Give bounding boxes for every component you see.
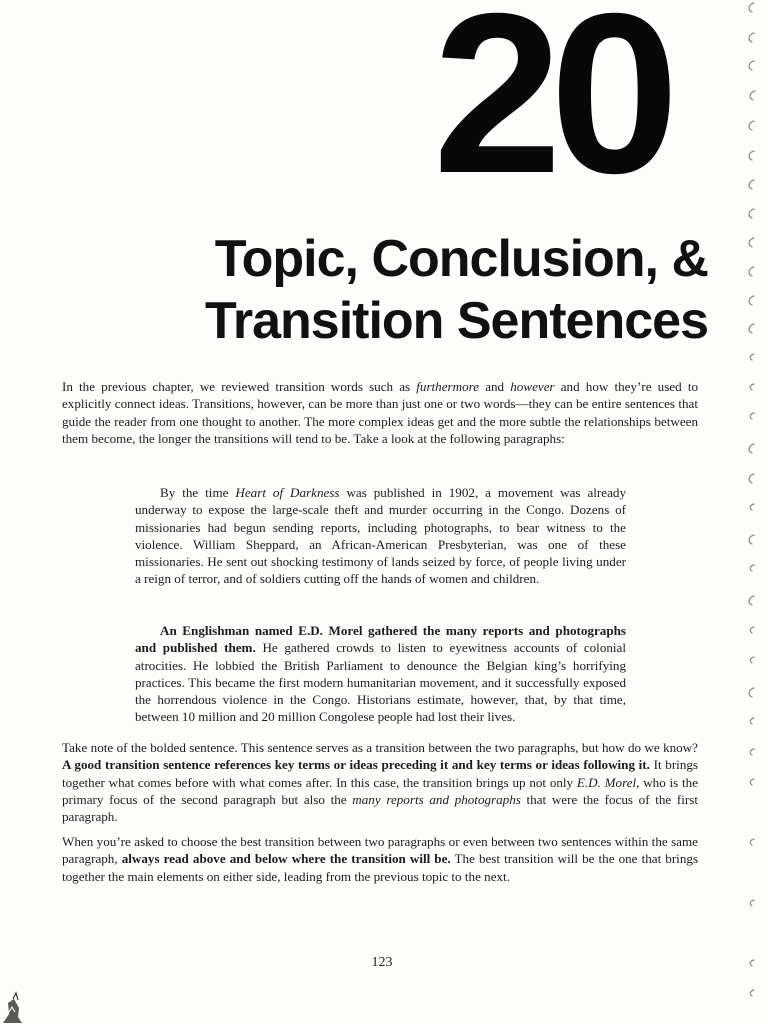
note-italic-morel: E.D. Morel	[576, 774, 637, 790]
intro-example-however: however	[510, 379, 555, 394]
note-text-1: Take note of the bolded sentence. This sentence serves as a transition between the two paragraphs, but how do we know?	[62, 740, 698, 755]
advice-text-1: When you’re asked to choose the best transition between two paragraphs or even between two sentences within the same paragraph,	[62, 834, 698, 867]
quote-1-text-1: By the time	[160, 485, 236, 500]
intro-text-1: In the previous chapter, we reviewed transition words such as	[62, 379, 417, 394]
chapter-title-line-1: Topic, Conclusion, &	[214, 230, 708, 288]
quote-1-text-2: was published in 1902, a movement was already underway to expose the large-scale theft and murder occurring in the Congo. Dozens of missionaries had begun sending reports, including photographs, to bear witness to the violence. William Sheppard, an African-American Presbyterian, was one of these missionaries. He sent out shocking testimony of lands seized by force, of people living under a reign of terror, and of soldiers cutting off the hands of women and children.	[135, 485, 626, 587]
note-bold-rule: A good transition sentence references key terms or ideas preceding it and key terms or ideas following it.	[62, 757, 650, 773]
intro-text-3: and how they’re used to explicitly connect ideas. Transitions, however, can be more than just one or two words—they can be entire sentences that guide the reader from one thought to another. The more complex ideas get and the more subtle the relationships between them become, the longer the transitions will tend to be. Take a look at the following paragraphs:	[62, 379, 699, 446]
intro-example-furthermore: furthermore	[416, 379, 480, 394]
bold-transition-sentence: An Englishman named E.D. Morel gathered the many reports and photographs and published them.	[135, 623, 626, 656]
page-number: 123	[371, 955, 393, 970]
note-text-4: that were the focus of the first paragraph.	[62, 791, 699, 825]
quote-2-text: He gathered crowds to listen to eyewitness accounts of colonial atrocities. He lobbied the British Parliament to denounce the Belgian king’s horrifying practices. This became the first modern humanitarian movement, and it successfully exposed the horrendous violence in the Congo. Historians estimate, however, that, by that time, between 10 million and 20 million Congolese people had lost their lives.	[135, 640, 626, 725]
intro-text-2: and	[479, 379, 511, 394]
explanation-paragraph	[62, 739, 698, 825]
advice-paragraph	[62, 833, 698, 885]
advice-text-2: The best transition will be the one that brings together the main elements on either side, leading from the previous topic to the next.	[62, 851, 699, 884]
note-italic-reports: many reports and photographs	[352, 791, 521, 807]
chapter-title-line-2: Transition Sentences	[204, 292, 708, 350]
advice-bold-tip: always read above and below where the transition will be.	[121, 851, 451, 867]
chapter-title	[98, 228, 708, 352]
intro-paragraph	[62, 378, 698, 447]
note-text-2: It brings together what comes before with what comes after. In this case, the transition brings up not only	[62, 757, 699, 790]
scan-artifact	[0, 976, 40, 1024]
book-title: Heart of Darkness	[235, 485, 340, 500]
chapter-number: 20	[432, 0, 667, 221]
binding-hole-marks	[734, 0, 768, 1024]
example-paragraph-1	[135, 484, 626, 588]
example-paragraph-2	[135, 622, 626, 726]
note-text-3: , who is the primary focus of the second paragraph but also the	[62, 774, 699, 807]
